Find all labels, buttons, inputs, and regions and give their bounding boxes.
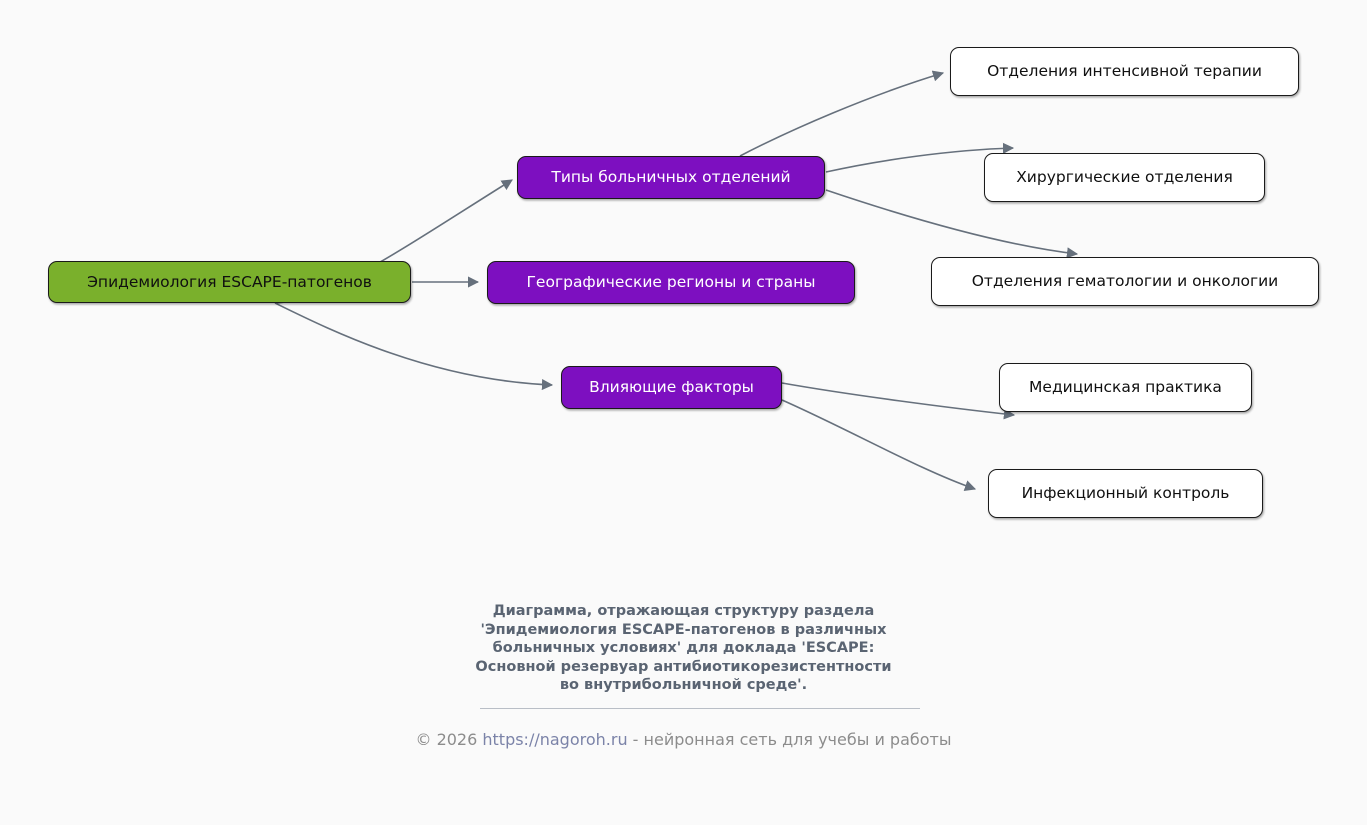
footer-copyright: © 2026 (415, 730, 483, 749)
edge-cat_wards-to-leaf_icu (740, 73, 943, 156)
footer-tail: - нейронная сеть для учебы и работы (627, 730, 952, 749)
caption-line: больничных условиях' для доклада 'ESCAPE: (492, 640, 875, 657)
node-leaf_hemonc[interactable] (931, 257, 1319, 306)
node-leaf_icu[interactable] (950, 47, 1299, 96)
node-label: Инфекционный контроль (1021, 484, 1230, 503)
node-label: Медицинская практика (1029, 378, 1222, 397)
node-leaf_prac[interactable] (999, 363, 1252, 412)
diagram-caption (0, 602, 1367, 695)
footer-credit (0, 730, 1367, 749)
caption-line: 'Эпидемиология ESCAPE-патогенов в различных (480, 621, 887, 638)
node-label: Хирургические отделения (1016, 168, 1233, 187)
node-label: Эпидемиология ESCAPE-патогенов (87, 272, 372, 291)
edge-root-to-cat_factors (275, 303, 552, 385)
caption-line: во внутрибольничной среде'. (559, 677, 808, 694)
node-root[interactable] (48, 261, 411, 303)
caption-line: Диаграмма, отражающая структуру раздела (492, 603, 875, 619)
node-label: Типы больничных отделений (551, 168, 791, 187)
node-label: Географические регионы и страны (526, 273, 816, 292)
footer-link[interactable]: https://nagoroh.ru (482, 730, 628, 749)
node-cat_wards[interactable] (517, 156, 825, 199)
edge-cat_factors-to-leaf_prac (782, 383, 1014, 415)
node-cat_factors[interactable] (561, 366, 782, 409)
node-label: Отделения гематологии и онкологии (971, 272, 1279, 291)
node-label: Отделения интенсивной терапии (987, 62, 1262, 81)
node-cat_geo[interactable] (487, 261, 855, 304)
node-leaf_surg[interactable] (984, 153, 1265, 202)
caption-line: Основной резервуар антибиотикорезистентности (475, 658, 892, 675)
edge-cat_factors-to-leaf_ctrl (782, 400, 975, 489)
node-label: Влияющие факторы (589, 378, 754, 397)
caption-divider (480, 708, 920, 709)
node-leaf_ctrl[interactable] (988, 469, 1263, 518)
